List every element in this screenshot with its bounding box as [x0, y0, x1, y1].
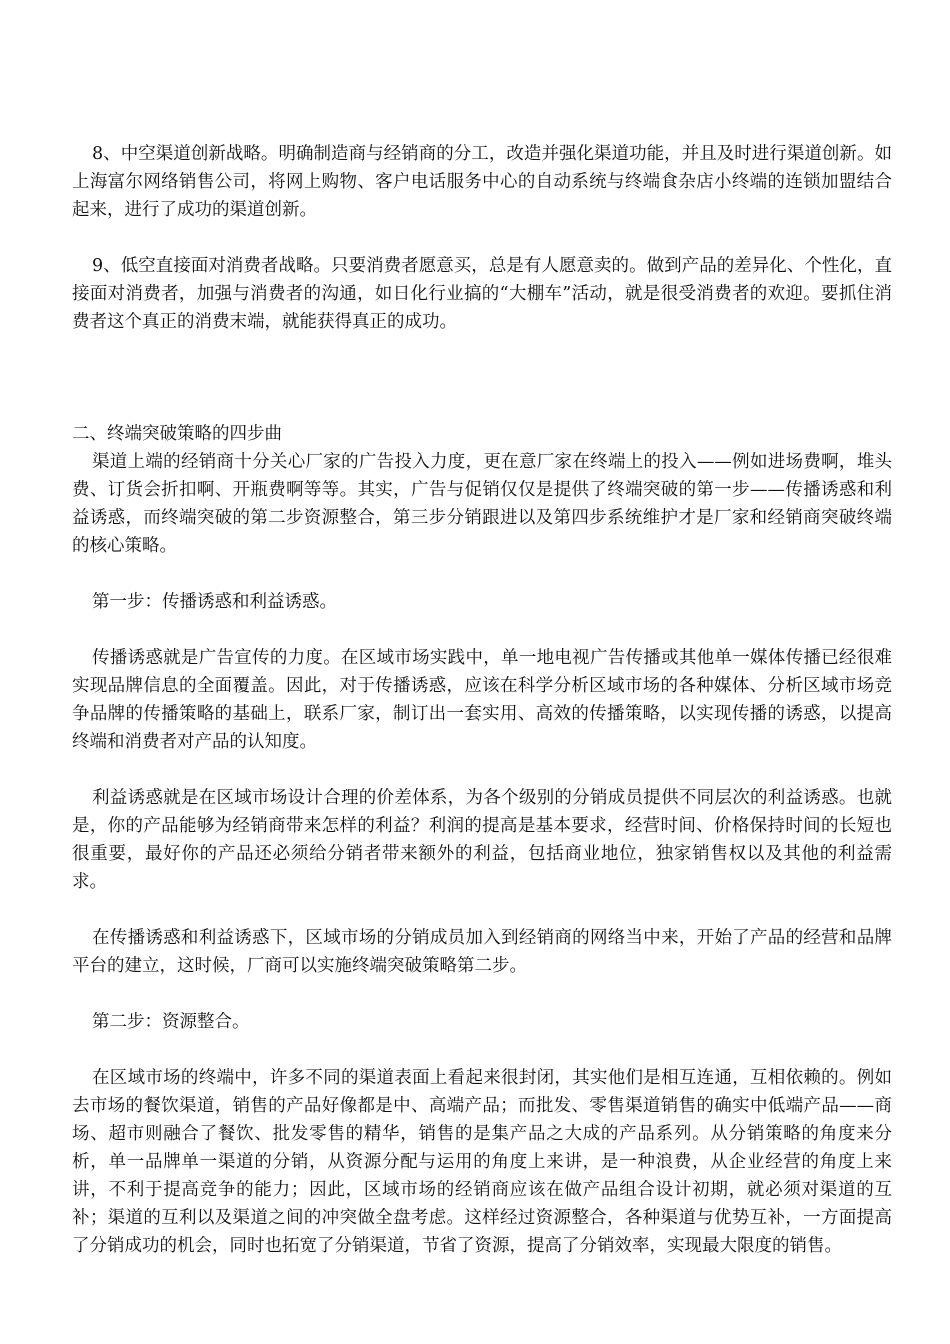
section-heading: 二、终端突破策略的四步曲 [72, 424, 282, 444]
step2-title: 第二步：资源整合。 [92, 1012, 250, 1032]
paragraph-strategy-8: 8、中空渠道创新战略。明确制造商与经销商的分工，改造并强化渠道功能，并且及时进行渠道创新。如上海富尔网络销售公司，将网上购物、客户电话服务中心的自动系统与终端食杂店小终端的连锁加盟结合起来，进行了成功的渠道创新。 [72, 144, 892, 220]
paragraph-step1-communication: 传播诱惑就是广告宣传的力度。在区域市场实践中，单一地电视广告传播或其他单一媒体传播已经很难实现品牌信息的全面覆盖。因此，对于传播诱惑，应该在科学分析区域市场的各种媒体、分析区域市场竞争品牌的传播策略的基础上，联系厂家，制订出一套实用、高效的传播策略，以实现传播的诱惑，以提高终端和消费者对产品的认知度。 [72, 648, 892, 752]
paragraph-step2-resource: 在区域市场的终端中，许多不同的渠道表面上看起来很封闭，其实他们是相互连通，互相依赖的。例如去市场的餐饮渠道，销售的产品好像都是中、高端产品；而批发、零售渠道销售的确实中低端产品——商场、超市则融合了餐饮、批发零售的精华，销售的是集产品之大成的产品系列。从分销策略的角度来分析，单一品牌单一渠道的分销，从资源分配与运用的角度上来讲，是一种浪费，从企业经营的角度上来讲，不利于提高竞争的能力；因此，区域市场的经销商应该在做产品组合设计初期，就必须对渠道的互补；渠道的互利以及渠道之间的冲突做全盘考虑。这样经过资源整合，各种渠道与优势互补，一方面提高了分销成功的机会，同时也拓宽了分销渠道，节省了资源，提高了分销效率，实现最大限度的销售。 [72, 1068, 892, 1256]
paragraph-spacer [72, 980, 892, 1008]
paragraph-spacer [72, 1036, 892, 1064]
step1-title: 第一步：传播诱惑和利益诱惑。 [92, 592, 337, 612]
section-spacer [72, 336, 892, 394]
document-page [72, 140, 892, 1260]
paragraph-spacer [72, 224, 892, 252]
section-spacer-extra [72, 394, 892, 420]
paragraph-intro: 渠道上端的经销商十分关心厂家的广告投入力度，更在意厂家在终端上的投入——例如进场费啊，堆头费、订货会折扣啊、开瓶费啊等等。其实，广告与促销仅仅是提供了终端突破的第一步——传播诱惑和利益诱惑，而终端突破的第二步资源整合，第三步分销跟进以及第四步系统维护才是厂家和经销商突破终端的核心策略。 [72, 452, 892, 556]
paragraph-step1-benefit: 利益诱惑就是在区域市场设计合理的价差体系，为各个级别的分销成员提供不同层次的利益诱惑。也就是，你的产品能够为经销商带来怎样的利益？利润的提高是基本要求，经营时间、价格保持时间的长短也很重要，最好你的产品还必须给分销者带来额外的利益，包括商业地位，独家销售权以及其他的利益需求。 [72, 788, 892, 892]
paragraph-strategy-9: 9、低空直接面对消费者战略。只要消费者愿意买，总是有人愿意卖的。做到产品的差异化、个性化，直接面对消费者，加强与消费者的沟通，如日化行业搞的“大棚车”活动，就是很受消费者的欢迎。要抓住消费者这个真正的消费末端，就能获得真正的成功。 [72, 256, 892, 332]
paragraph-spacer [72, 560, 892, 588]
paragraph-spacer [72, 896, 892, 924]
paragraph-spacer [72, 756, 892, 784]
paragraph-step1-summary: 在传播诱惑和利益诱惑下，区域市场的分销成员加入到经销商的网络当中来，开始了产品的经营和品牌平台的建立，这时候，厂商可以实施终端突破策略第二步。 [72, 928, 892, 976]
paragraph-spacer [72, 616, 892, 644]
